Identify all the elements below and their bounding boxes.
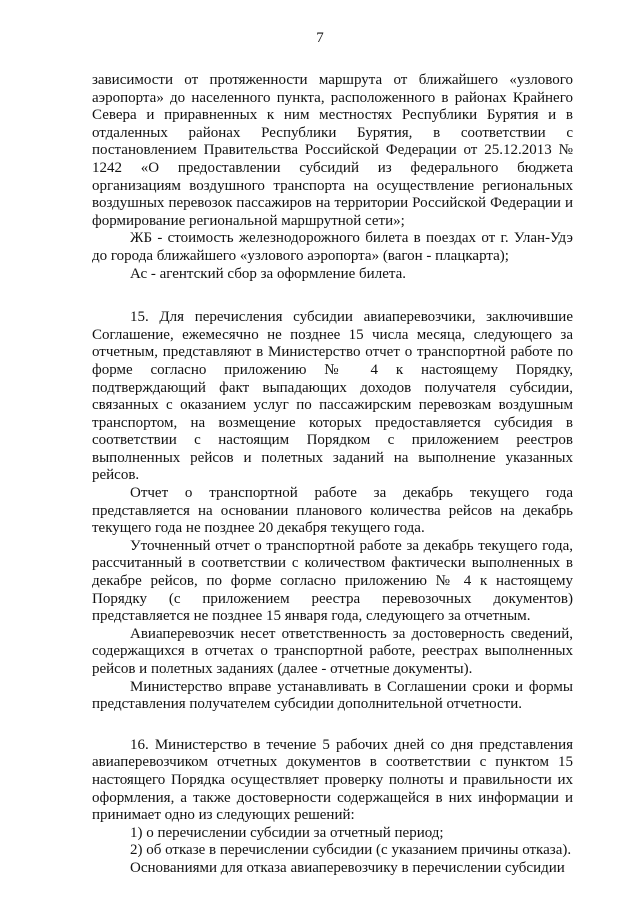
paragraph-carrier-responsibility: Авиаперевозчик несет ответственность за достоверность сведений, содержащихся в отчетах о транспортной работе, реестрах выполненных рейсов и полетных заданиях (далее - отчетные документы). xyxy=(92,625,573,677)
paragraph-december-report: Отчет о транспортной работе за декабрь текущего года представляется на основании планового количества рейсов на декабрь текущего года не позднее 20 декабря текущего года. xyxy=(92,485,573,537)
paragraph-clause-16: 16. Министерство в течение 5 рабочих дней со дня представления авиаперевозчиком отчетных документов в соответствии с пунктом 15 настоящего Порядка осуществляет проверку полноты и правильности их оформления, а также достоверности содержащейся в них информации и принимает одно из следующих решений: xyxy=(92,736,573,824)
page-number: 7 xyxy=(316,30,324,46)
list-item-decision-1: 1) о перечислении субсидии за отчетный период; xyxy=(130,824,444,841)
list-item-decision-2: 2) об отказе в перечислении субсидии (с указанием причины отказа). xyxy=(130,842,572,859)
paragraph-as-definition: Ас - агентский сбор за оформление билета. xyxy=(130,265,406,282)
paragraph-zhb-definition: ЖБ - стоимость железнодорожного билета в поездах от г. Улан-Удэ до города ближайшего «узлового аэропорта» (вагон - плацкарта); xyxy=(92,230,573,264)
paragraph-continuation: зависимости от протяженности маршрута от ближайшего «узлового аэропорта» до населенного пункта, расположенного в районах Крайнего Севера и приравненных к ним местностях Республики Бурятия и в отдаленных районах Республики Бурятия, в соответствии с постановлением Правительства Российской Федерации от 25.12.2013 № 1242 «О предоставлении субсидий из федерального бюджета организациям воздушного транспорта на осуществление региональных воздушных перевозок пассажиров на территории Российской Федерации и формирование региональной маршрутной сети»; xyxy=(92,72,573,229)
paragraph-ministry-rights: Министерство вправе устанавливать в Соглашении сроки и формы представления получателем субсидии дополнительной отчетности. xyxy=(92,678,573,713)
paragraph-clause-15: 15. Для перечисления субсидии авиаперевозчики, заключившие Соглашение, ежемесячно не позднее 15 числа месяца, следующего за отчетным, представляют в Министерство отчет о транспортной работе по форме согласно приложению № 4 к настоящему Порядку, подтверждающий факт выпадающих доходов получателя субсидии, связанных с оказанием услуг по пассажирским перевозкам воздушным транспортом, на возмещение которых предоставляется субсидия в соответствии с настоящим Порядком с приложением реестров выполненных рейсов и полетных заданий на выполнение указанных рейсов. xyxy=(92,309,573,484)
paragraph-refined-report: Уточненный отчет о транспортной работе за декабрь текущего года, рассчитанный в соответствии с количеством фактически выполненных в декабре рейсов, по форме согласно приложению № 4 к настоящему Порядку (с приложением реестра перевозочных документов) представляется не позднее 15 января года, следующего за отчетным. xyxy=(92,537,573,625)
document-body xyxy=(92,72,573,878)
paragraph-refusal-grounds: Основаниями для отказа авиаперевозчику в перечислении субсидии xyxy=(130,859,565,876)
